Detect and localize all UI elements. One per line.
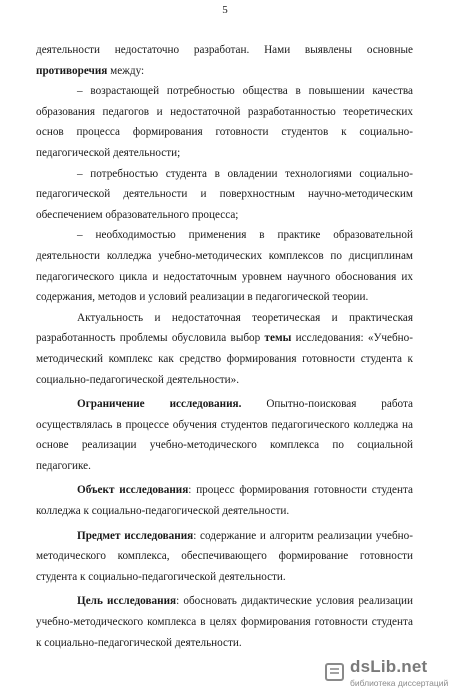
document-body: [36, 40, 413, 653]
paragraph-research-goal: Цель исследования: обосновать дидактические условия реализации учебно-методического комплекса в целях формирования готовности студента к социально-педагогической деятельности.: [36, 595, 413, 649]
bold-term-goal: Цель исследования: [77, 595, 177, 608]
book-icon: [324, 661, 346, 683]
page-number: 5: [222, 4, 228, 16]
paragraph-research-subject: Предмет исследования: содержание и алгоритм реализации учебно-методического комплекса, обеспечивающего формирование готовности студента к социально-педагогической деятельности.: [36, 529, 413, 583]
list-item-contradiction-1: – возрастающей потребностью общества в повышении качества образования педагогов и недостаточной разработанностью теоретических основ процесса формирования готовности студентов к социально-педагогической деятельности;: [36, 85, 413, 159]
paragraph-research-limitation: Ограничение исследования. Опытно-поисковая работа осуществлялась в процессе обучения студентов педагогического колледжа на основе реализации учебно-методического комплекса по социальной педагогике.: [36, 398, 413, 472]
paragraph-research-object: Объект исследования: процесс формирования готовности студента колледжа к социально-педагогической деятельности.: [36, 484, 413, 518]
watermark-subtitle: библиотека диссертаций: [350, 678, 449, 688]
paragraph-contradictions-intro: деятельности недостаточно разработан. Нами выявлены основные противоречия между:: [36, 44, 413, 77]
bold-term-topic: темы: [264, 332, 292, 345]
bold-term-limitation: Ограничение исследования.: [77, 398, 242, 411]
paragraph-research-topic: Актуальность и недостаточная теоретическая и практическая разработанность проблемы обусловила выбор темы исследования: «Учебно-методический комплекс как средство формирования готовности студента к социально-педагогической деятельности».: [36, 311, 413, 386]
bold-term-contradictions: противоречия: [36, 64, 108, 77]
dslib-watermark: [324, 657, 449, 691]
bold-term-subject: Предмет исследования: [77, 529, 194, 542]
list-item-contradiction-3: – необходимостью применения в практике образовательной деятельности колледжа учебно-методических комплексов по дисциплинам педагогического цикла и недостаточным уровнем научного обоснования их содержания, методов и условий реализации в педагогической теории.: [36, 229, 413, 304]
list-item-contradiction-2: – потребностью студента в овладении технологиями социально-педагогической деятельности и поверхностным научно-методическим обеспечением образовательного процесса;: [36, 167, 413, 221]
watermark-name: dsLib.net: [350, 657, 428, 676]
bold-term-object: Объект исследования: [77, 484, 189, 497]
